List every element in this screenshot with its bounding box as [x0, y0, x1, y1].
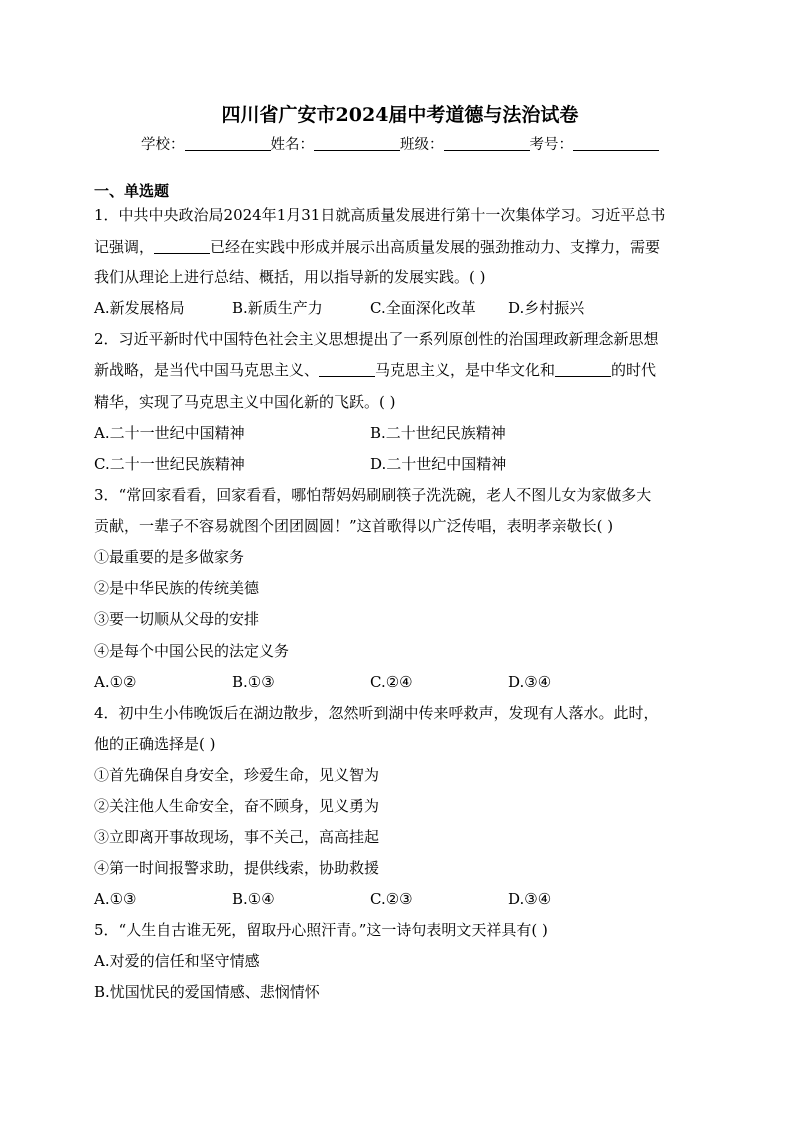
q4-statement-4: ④第一时间报警求助，提供线索，协助救援 [94, 859, 380, 877]
q3-statement-4: ④是每个中国公民的法定义务 [94, 642, 290, 660]
name-label: 姓名： [270, 137, 314, 153]
q3-line-1: 3．“常回家看看，回家看看，哪怕帮妈妈刷刷筷子洗洗碗，老人不图儿女为家做多大 [94, 486, 652, 504]
q4-line-2: 他的正确选择是( ) [94, 735, 216, 753]
q4-statement-2: ②关注他人生命安全，奋不顾身，见义勇为 [94, 797, 380, 815]
q1-line-3: 我们从理论上进行总结、概括，用以指导新的发展实践。( ) [94, 268, 486, 286]
q1-line-2 [94, 236, 660, 258]
q1-fill-blank [154, 238, 210, 254]
q4-line-1: 4．初中生小伟晚饭后在湖边散步，忽然听到湖中传来呼救声，发现有人落水。此时， [94, 704, 659, 722]
q2-option-b[interactable]: B.二十世纪民族精神 [370, 424, 506, 442]
q1-text-a: 记强调， [94, 238, 155, 256]
q4-option-c[interactable]: C.②③ [370, 890, 413, 908]
q4-statement-3: ③立即离开事故现场，事不关己，高高挂起 [94, 828, 380, 846]
student-info-row [94, 134, 706, 156]
q2-fill-blank-2 [555, 361, 611, 377]
school-blank[interactable] [185, 134, 271, 151]
class-label: 班级： [400, 137, 444, 153]
section-heading: 一、单选题 [94, 182, 170, 200]
q3-statement-3: ③要一切顺从父母的安排 [94, 610, 260, 628]
q3-option-b[interactable]: B.①③ [232, 673, 275, 691]
q2-line-1: 2．习近平新时代中国特色社会主义思想提出了一系列原创性的治国理政新理念新思想 [94, 330, 659, 348]
q1-option-b[interactable]: B.新质生产力 [232, 299, 323, 317]
q3-statement-2: ②是中华民族的传统美德 [94, 579, 260, 597]
q2-option-c[interactable]: C.二十一世纪民族精神 [94, 455, 245, 473]
q2-option-d[interactable]: D.二十世纪中国精神 [370, 455, 507, 473]
q3-statement-1: ①最重要的是多做家务 [94, 548, 245, 566]
q2-option-a[interactable]: A.二十一世纪中国精神 [94, 424, 245, 442]
q5-option-b[interactable]: B.忧国忧民的爱国情感、悲悯情怀 [94, 983, 320, 1001]
exam-title: 四川省广安市2024届中考道德与法治试卷 [221, 104, 579, 126]
q5-option-a[interactable]: A.对爱的信任和坚守情感 [94, 952, 260, 970]
q3-option-d[interactable]: D.③④ [508, 673, 552, 691]
school-label: 学校： [141, 137, 185, 153]
class-blank[interactable] [444, 134, 530, 151]
q3-line-2: 贡献，一辈子不容易就图个团团圆圆！”这首歌得以广泛传唱，表明孝亲敬长( ) [94, 517, 614, 535]
number-blank[interactable] [573, 134, 659, 151]
q3-option-c[interactable]: C.②④ [370, 673, 413, 691]
q2-line-2 [94, 359, 656, 381]
q4-option-d[interactable]: D.③④ [508, 890, 552, 908]
q1-option-c[interactable]: C.全面深化改革 [370, 299, 476, 317]
q4-option-a[interactable]: A.①③ [94, 890, 137, 908]
q1-option-a[interactable]: A.新发展格局 [94, 299, 185, 317]
q2-text-b: 马克思主义，是中华文化和 [375, 361, 556, 379]
q1-option-d[interactable]: D.乡村振兴 [508, 299, 585, 317]
number-label: 考号： [529, 137, 573, 153]
q2-text-c: 的时代 [611, 361, 657, 379]
q1-text-b: 已经在实践中形成并展示出高质量发展的强劲推动力、支撑力，需要 [210, 238, 661, 256]
q1-line-1: 1．中共中央政治局2024年1月31日就高质量发展进行第十一次集体学习。习近平总书 [94, 206, 666, 224]
q2-fill-blank-1 [319, 361, 375, 377]
q4-statement-1: ①首先确保自身安全，珍爱生命，见义智为 [94, 766, 380, 784]
q3-option-a[interactable]: A.①② [94, 673, 137, 691]
q5-line-1: 5．“人生自古谁无死，留取丹心照汗青。”这一诗句表明文天祥具有( ) [94, 921, 548, 939]
q4-option-b[interactable]: B.①④ [232, 890, 275, 908]
name-blank[interactable] [314, 134, 400, 151]
q2-line-3: 精华，实现了马克思主义中国化新的飞跃。( ) [94, 393, 396, 411]
q2-text-a: 新战略，是当代中国马克思主义、 [94, 361, 320, 379]
